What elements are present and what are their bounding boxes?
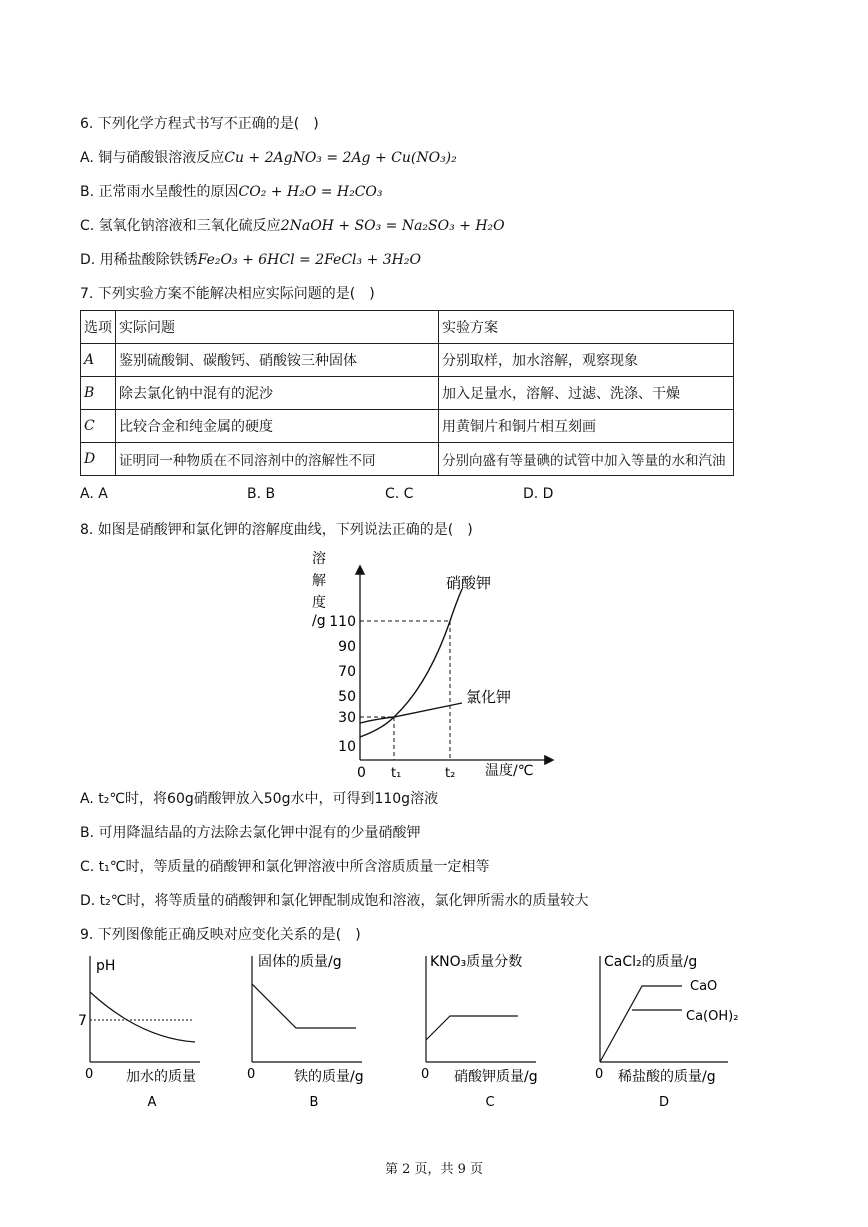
table-row [81, 443, 734, 476]
graph-b [232, 950, 382, 1115]
y-tick-label: 30 [338, 710, 356, 726]
solid-mass-line [252, 984, 356, 1028]
q6-option-d-equation: Fe₂O₃ + 6HCl = 2FeCl₃ + 3H₂O [197, 252, 421, 268]
line-label-cao: CaO [690, 979, 718, 994]
table-cell-option: B [81, 377, 116, 410]
table-row [81, 344, 734, 377]
table-row [81, 377, 734, 410]
origin-label: 0 [421, 1067, 430, 1082]
q7-answer-d: D. D [523, 486, 554, 502]
q6-option-d-label: D. 用稀盐酸除铁锈 [80, 252, 198, 268]
q6-option-c-equation: 2NaOH + SO₃ = Na₂SO₃ + H₂O [280, 218, 505, 234]
q7-stem: 7. 下列实验方案不能解决相应实际问题的是( ) [80, 286, 375, 302]
origin-label: 0 [595, 1067, 604, 1082]
curve-label-kcl: 氯化钾 [466, 688, 512, 706]
q8-stem: 8. 如图是硝酸钾和氯化钾的溶解度曲线，下列说法正确的是( ) [80, 522, 473, 538]
q7-answer-b: B. B [247, 486, 276, 502]
graph-letter: A [147, 1095, 157, 1110]
mass-fraction-line [426, 1016, 518, 1040]
graph-letter: B [309, 1095, 319, 1110]
table-row [81, 410, 734, 443]
q6-stem: 6. 下列化学方程式书写不正确的是( ) [80, 116, 319, 132]
table-header-cell: 实际问题 [116, 311, 439, 344]
origin-label: 0 [357, 765, 366, 781]
y-axis-label: 度 [312, 595, 326, 611]
table-cell-option: D [81, 443, 116, 476]
table-cell-plan: 加入足量水，溶解、过滤、洗涤、干燥 [439, 377, 734, 410]
line-label-caoh2: Ca(OH)₂ [686, 1009, 739, 1024]
potassium-nitrate-curve [360, 589, 462, 737]
q6-option-d [80, 250, 421, 270]
table-cell-plan: 分别取样，加水溶解，观察现象 [439, 344, 734, 377]
x-axis-label: 加水的质量 [126, 1069, 196, 1085]
y-tick-label: 50 [338, 689, 356, 705]
q6-option-a [80, 148, 457, 168]
graph-letter: C [485, 1095, 495, 1110]
table-cell-problem: 证明同一种物质在不同溶剂中的溶解性不同 [116, 443, 439, 476]
table-cell-plan: 分别向盛有等量碘的试管中加入等量的水和汽油 [439, 443, 734, 476]
x-tick-t1: t₁ [391, 766, 402, 781]
y-tick-label: 70 [338, 664, 356, 680]
q7-options-table [80, 310, 734, 476]
graph-d [580, 950, 750, 1115]
solubility-graph [300, 545, 570, 785]
table-cell-plan: 用黄铜片和铜片相互刻画 [439, 410, 734, 443]
origin-label: 0 [85, 1067, 94, 1082]
q8-option-c: C. t₁℃时，等质量的硝酸钾和氯化钾溶液中所含溶质质量一定相等 [80, 859, 490, 875]
table-cell-problem: 比较合金和纯金属的硬度 [116, 410, 439, 443]
q8-option-a: A. t₂℃时，将60g硝酸钾放入50g水中，可得到110g溶液 [80, 791, 439, 807]
y-axis-label: KNO₃质量分数 [430, 954, 523, 970]
q7-answer-a: A. A [80, 486, 108, 502]
graph-c [406, 950, 556, 1115]
x-axis-label: 稀盐酸的质量/g [618, 1069, 716, 1085]
table-cell-option: C [81, 410, 116, 443]
q8-option-d: D. t₂℃时，将等质量的硝酸钾和氯化钾配制成饱和溶液，氯化钾所需水的质量较大 [80, 893, 589, 909]
q9-stem: 9. 下列图像能正确反映对应变化关系的是( ) [80, 927, 361, 943]
origin-label: 0 [247, 1067, 256, 1082]
y-axis-label: 溶 [312, 551, 326, 567]
table-cell-problem: 鉴别硫酸铜、碳酸钙、硝酸铵三种固体 [116, 344, 439, 377]
table-cell-option: A [81, 344, 116, 377]
x-tick-t2: t₂ [445, 766, 456, 781]
q6-option-b-equation: CO₂ + H₂O = H₂CO₃ [238, 184, 383, 200]
q6-option-c-label: C. 氢氧化钠溶液和三氧化硫反应 [80, 218, 281, 234]
x-axis-label: 温度/℃ [485, 763, 534, 779]
y-axis-label: 解 [312, 573, 326, 589]
page-footer: 第 2 页，共 9 页 [384, 1162, 484, 1177]
potassium-chloride-curve [360, 703, 462, 723]
curve-label-kno3: 硝酸钾 [446, 574, 492, 592]
table-header-cell: 实验方案 [439, 311, 734, 344]
ph-curve [90, 992, 195, 1042]
graph-a [70, 950, 220, 1115]
table-header-cell: 选项 [81, 311, 116, 344]
y-axis-label: 固体的质量/g [258, 954, 342, 970]
table-header-row [81, 311, 734, 344]
x-axis-label: 铁的质量/g [294, 1069, 364, 1085]
table-cell-problem: 除去氯化钠中混有的泥沙 [116, 377, 439, 410]
y-tick-label: 90 [338, 639, 356, 655]
y-tick-label: 110 [329, 614, 356, 630]
q6-option-b [80, 182, 383, 202]
cao-line [600, 986, 682, 1062]
y-tick-label: 10 [338, 739, 356, 755]
q8-option-b: B. 可用降温结晶的方法除去氯化钾中混有的少量硝酸钾 [80, 825, 421, 841]
q6-option-a-equation: Cu + 2AgNO₃ = 2Ag + Cu(NO₃)₂ [224, 150, 457, 166]
ph-7-marker: 7 [78, 1013, 87, 1029]
q6-option-b-label: B. 正常雨水呈酸性的原因 [80, 184, 239, 200]
y-axis-label: pH [96, 958, 116, 974]
q6-option-a-label: A. 铜与硝酸银溶液反应 [80, 150, 225, 166]
q6-option-c [80, 216, 505, 236]
graph-letter: D [658, 1095, 670, 1110]
y-axis-label: CaCl₂的质量/g [604, 954, 698, 970]
q7-answer-c: C. C [385, 486, 414, 502]
x-axis-label: 硝酸钾质量/g [454, 1069, 538, 1085]
y-axis-label: /g [312, 613, 326, 629]
